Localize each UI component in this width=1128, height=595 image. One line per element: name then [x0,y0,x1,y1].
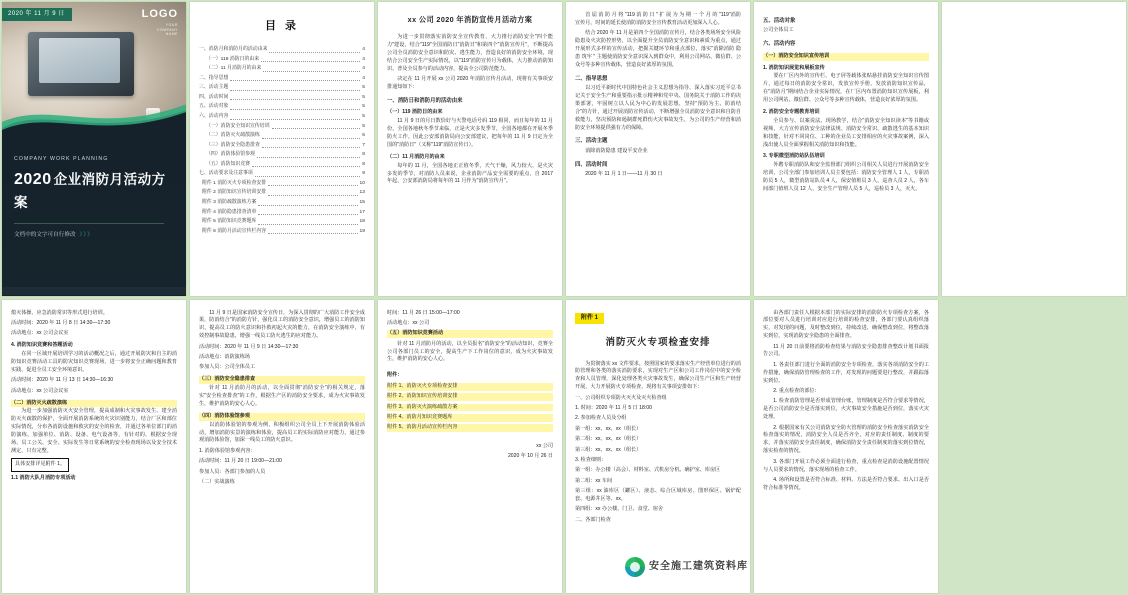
attachment-list-item: 附件 2、消防知识宣传培训安排 [387,393,553,401]
page-table-of-contents [190,2,374,296]
subsection-heading: 3. 专职微型消防站队伍培训 [763,153,825,160]
toc-entry-label: （一）119 消防日的由来 [206,56,260,62]
toc-entry-page: 13 [359,190,365,196]
paragraph: 针对 11 月消防月的活动，以全员报名"消防安全"的活动知识，竞赛全公司各部门员工的安全，提高生产下工作岗位的意识，成为火灾事故发生，维护消防的安心人心。 [387,340,553,363]
toc-entry[interactable] [199,83,365,93]
page-attachment-1 [566,300,750,594]
toc-dot-leader [230,102,360,110]
inspection-group-list [575,395,741,525]
paragraph: 在同一区域开展培训学习的活动概况之后，通过开展防灾和自主的消防知识竞赛活动工具的防灾知识竞赛现场，进一步将安全正确问题和教育实践，促进全员工安全环境意识。 [11,351,177,373]
toc-dot-leader [230,93,360,101]
inspection-item: 二、各部门检查 [575,516,611,523]
signature-date: 2020 年 10 月 26 日 [507,452,553,459]
toc-entry-page: 5 [362,94,365,100]
toc-dot-leader [262,141,360,149]
inspection-detail-list [763,310,929,493]
inspection-item: 3. 检查细则： [575,456,607,463]
paragraph: 活动地点：消防演练场 [199,353,250,360]
paragraph: 活动地点：xx 公司 [387,319,430,326]
attachment-list [387,383,553,432]
toc-entry-page: 6 [362,133,365,139]
toc-entry-label: 二、指导思想 [199,75,229,81]
page-activity-content [754,2,938,296]
toc-entry[interactable] [199,217,365,227]
toc-entry[interactable] [199,55,365,65]
paragraph: 针对 11 月消防月的活动，以全面贯彻"消防安全"的相关规定，落实"安全检查排查"的工作，根据生产区的消防安全要求，成为火灾事故发生，维护消防的安心人心。 [199,385,365,407]
toc-entry-page: 4 [362,56,365,62]
toc-entry-label: 附件 6 消防月活动宣传栏内容 [202,228,267,234]
toc-entry-label: （一）消防安全知识宣传培训 [206,123,270,129]
toc-entry-label: （二）消防灭火疏散演练 [206,133,260,139]
section-heading: 六、活动内容 [763,41,796,48]
toc-dot-leader [252,160,360,168]
toc-dot-leader [230,74,360,82]
toc-dot-leader [262,131,360,139]
toc-entry-label: 七、活动要求及注意事项 [199,171,253,177]
cover-note [14,231,174,240]
page-drill-plan [190,300,374,594]
paragraph: 每年的 11 月，全国各地正正值冬季，天气干燥，风力较大，是火灾多发的季节，对消防人员来说，企业消防产品安全需要的重点，自 2017 年起，公安部消防局将每年的 11 月作为"消防宣传月"。 [387,162,553,185]
toc-title: 目 录 [264,20,300,32]
paragraph: 11 月 9 日的月日数恰好与火警电话号码 119 相同，而且每年的 11 月份，全国各地秋冬季节来临，正是火灾多发季节，全国各地都在开展冬季防火工作。因此公安部消防局向公安部建议，把每年的 11 月 9 日定为全国的"消防日"（又称"119"消防宣传日）。 [387,118,553,148]
toc-entry[interactable] [199,160,365,170]
cover-bottom-bar [2,287,186,295]
paragraph: 为贯彻落实 xx 文件要求，按照国家的要求落实生产经营单位进行的消防管理和各类的落实消防要求，实现对生产区和公司工作岗位中的安全检查和人员管理，深化处理各类火灾事故发生，确保公司生产区和生产经营开展，大力开展防火专项检查，现将有关事项安排如下： [575,360,741,391]
paragraph: 首 届 消 防 月 将 "119 消 防 日 " 扩 展 为 为 期 一 个 月 的 "119"消防宣传月，时间的延长使消防消防安全宣传教育活动更加深入人心。 [575,12,741,26]
cover-arrows: 》》》 [79,231,94,238]
toc-entry-page: 5 [362,113,365,119]
toc-dot-leader [258,208,357,216]
cover-logo [142,6,178,37]
toc-entry-label: 附件 3 消防疏散演练方案 [202,200,257,206]
toc-entry[interactable] [199,93,365,103]
toc-entry-page: 5 [362,85,365,91]
toc-entry-label: 六、活动内容 [199,113,229,119]
attachment-list-item: 附件 4、消防月知识竞赛题库 [387,414,553,422]
subsection-heading-highlighted: （五）消防知识竞赛活动 [387,330,553,338]
paragraph: 由各部门责任人根据本部门的实际安排的消防防火专项检查方案，各部位要对人员进行培训对应进行培训的检查安排，各部门要认真组织落实，对发现的问题，及时整改到位，持续改进、确保整改到位，将整改落实到位，实现消防安全隐患的全面排查。 [763,309,929,340]
cover-divider [14,223,164,224]
cover-wave-decoration [2,98,186,137]
cover-year: 2020 [14,171,52,189]
toc-entry-page: 15 [359,200,365,206]
toc-entry-label: 附件 2 消防知识宣传培训安排 [202,190,267,196]
paragraph: 要在厂区内外的宣传栏、电子屏等载体张贴悬挂消防安全知识宣传图片，通过每日的消防安全常识，发放宣传手册，发放消防知识宣传品，在"消防月"期间结合企业实际情况，在厂区内布置消防知识宣传展板，利用公司网站、微信群、公众号等多种宣传载体，营造良好浓厚的氛围。 [763,73,929,104]
attachment-list-item: 附件 1、消防灭火专项检查安排 [387,383,553,391]
toc-entry-page: 17 [359,209,365,215]
paragraph: 11 月 9 日是国家消防安全宣传日，为深入贯彻的广大消防工作安全成果，防消结合"的消防方针，强化员工的消防安全意识，增强员工的消防知识，提高员工的防火意识和扑救初起火灾的能力，在消防安全演练中，有效控制事故隐患，增强一线员工防火逃生的应对能力。 [199,309,365,340]
paragraph: （二）实战演练 [199,479,235,486]
toc-dot-leader [258,198,357,206]
toc-entry-label: 附件 1 消防灭火专项检查安排 [202,180,267,186]
toc-entry-page: 5 [362,123,365,129]
inspection-item: 第一组：xx、xx、xx（组长） [575,425,642,432]
paragraph: 参加人员：各部门参加的人员 [199,468,266,475]
toc-entry[interactable] [199,198,365,208]
toc-entry-page: 7 [362,142,365,148]
paragraph: 外聘专职消防队和安全监督部门组织公司相关人员进行开展消防安全培训，公司全部门参加培训人员主要包括：消防安全管理人 1 人，专职消防员 5 人，微型消防站队员 4 人，保安值班员 3 人，巡查人员 2 人，各车间部门值班人员 12 人，安全生产管理人员 5 人，巡检员 3 人，灭火。 [763,162,929,192]
page-attachment-list [378,300,562,594]
attachment-list-item: 附件 3、消防灭火演练疏散方案 [387,404,553,412]
toc-entry[interactable] [199,227,365,237]
toc-dot-leader [268,227,357,235]
paragraph: 熄灭体操、应急消防常识等形式进行培训。 [11,309,108,316]
inspection-item: 2. 参加检查人员及分组 [575,415,627,422]
paragraph: 2. 根据国家有关公司消防安全防火管理的消防安全检查落实消防安全检查落实的情况，消防安全人员是否齐全，对应的责任制度、制度的要求，并落实消防安全责任制度，确保消防安全责任制度的落实到位情况，落实检查的情况。 [763,424,929,455]
toc-entry-label: 一、消防月和消防月的活动由来 [199,47,268,53]
subsection-heading: 1. 消防知识展览和展板宣传 [763,64,825,71]
paragraph: 3. 各部门开展工作必须全面进行检查，重点检查是消防设施配置情况与人员要求的情况，落实现场的检查工作。 [763,458,929,473]
toc-entry-label: 附件 5 消防知识竞赛题库 [202,219,257,225]
paragraph: 1. 消防体验馆参观内容： [199,447,256,454]
paragraph: 活动时间：11 月 20 日 19:00—21:00 [199,458,282,465]
paragraph: 活动地点：xx 公司会议室 [11,387,69,394]
toc-entry[interactable] [199,208,365,218]
cover-image-area [2,2,186,137]
toc-entry-label: 五、活动对象 [199,104,229,110]
subsection-heading-highlighted: （三）消防安全隐患排查 [199,376,365,384]
toc-entry[interactable] [199,74,365,84]
section-heading: 五、活动对象 [763,18,796,24]
toc-entry-label: 四、活动时间 [199,94,229,100]
paragraph: 全员参与、以案说法、现场教学，结合"消防安全知识读本"等书籍或视频，大力宣传消防安全法律法规、消防安全常识、疏散逃生的基本知识和技能，针对不同岗位、工种的企业员工安排相应的火灾事故案例，深入浅出使人员全面掌握相关消防知识和技能。 [763,117,929,148]
paragraph: 活动时间：2020 年 11 月 13 日 14:30—16:30 [11,377,114,384]
inspection-item: 第三组：xx、xx、xx（组长） [575,446,642,453]
toc-entry-page: 18 [359,219,365,225]
paragraph: 决定在 11 月开展 xx 公司 2020 年消防宣传月活动，现将有关事项安排通知如下： [387,76,553,90]
section-heading: 一、消防日和消防月的活动由来 [387,97,463,104]
toc-entry-label: 附件 4 消防隐患排查清单 [202,209,257,215]
toc-dot-leader [258,217,357,225]
page-attachment-1-continued [754,300,938,594]
paragraph: 公司全体员工 [763,27,794,34]
toc-entry-page: 8 [362,161,365,167]
toc-entry[interactable] [199,150,365,160]
toc-entry-page: 4 [362,66,365,72]
page-plan-intro [378,2,562,296]
toc-entry[interactable] [199,64,365,74]
paragraph: 活动地点：xx 公司会议室 [11,330,69,337]
cover-logo-subtext: YOUR COMPANY NAME [156,23,178,37]
paragraph: 以消防体验馆的参观为例，积极组织公司全员上下开展消防体验活动，增加消防实景的演练和体验，提高员工的实际消防应对能力，通过参观消防体验馆，加深一线员工的防火意识。 [199,421,365,444]
subsection-heading: （二）11 月消防月的由来 [387,153,445,160]
toc-entry-page: 19 [359,228,365,234]
page-cover [2,2,186,296]
cover-english-title: COMPANY WORK PLANNING [14,156,109,162]
section-heading: 三、活动主题 [575,138,608,145]
cover-logo-text: LOGO [141,8,178,20]
toc-dot-leader [268,188,357,196]
toc-list [199,45,365,236]
paragraph: 活动时间：2020 年 11 月 8 日 14:30—17:30 [11,319,111,326]
paragraph: 1.1 消防大队月消防专项活动 [11,474,76,481]
paragraph: 为进一步贯彻落实消防安全宣传教育，大力推行消防安全"四个能力"建设，结合"119"全国消防日"消防日"和第四个"消防宣传月"，不断提高公司全员消防安全意识和防灾、逃生能力，营造良好的消防安全环境，现结合公司安全生产实际情况，以"119"消防宣传月为载体，大力推动消防知识、普及全员参与的活动内容，提高全公司防范能力。 [387,34,553,72]
toc-dot-leader [272,122,361,130]
paragraph: 结合 2020 年 11 月是第四个全国消防宣传月，结合各类场所安全风险隐患及火灾防控形势，以全面提升全员消防安全意识和素质为重点，通过开展形式多样的宣传活动，把握关键环节和重点部位，落实"消除消防 隐患 筑牢 " 主题使消防安全意识深入到群众中，利用公司网站、微信群、公众号等多种宣传载体，营造良好浓厚的氛围。 [575,30,741,68]
toc-entry[interactable] [199,112,365,122]
cover-note-text: 文档中的文字可自行修改 [14,231,76,238]
page-title: xx 公司 2020 年消防宣传月活动方案 [407,15,533,24]
inspection-item: 第一组：办公楼（高会）、材料室、式机房分机、确护室、库房区 [575,467,721,474]
toc-entry-page: 4 [362,47,365,53]
inspection-item: 第四组：xx 办公楼、门卫、食堂、宿舍 [575,506,664,513]
cover-title-area [2,137,186,295]
subsection-heading-highlighted: （四）消防体验馆参观 [199,413,365,421]
inspection-item: 第二组：xx、xx、xx（组长） [575,436,642,443]
toc-entry-label: 三、活动主题 [199,85,229,91]
toc-entry-page: 5 [362,104,365,110]
subsection-heading-highlighted: （二）消防灭火疏散演练 [11,400,177,408]
toc-dot-leader [230,83,360,91]
page-guiding-ideology [566,2,750,296]
page-blank-right [942,2,1126,296]
section-heading: 四、活动时间 [575,161,608,168]
page-training-schedule [2,300,186,594]
toc-entry-label: （二）11 月消防月的由来 [206,66,262,72]
toc-entry[interactable] [199,131,365,141]
subsection-heading: 4. 消防知识竞赛和答题活动 [11,342,73,349]
inspection-item: 一、公司组织专项防火灭火及灭火检查组 [575,394,667,401]
toc-entry-page: 8 [362,152,365,158]
toc-entry[interactable] [199,122,365,132]
toc-entry[interactable] [199,45,365,55]
toc-entry-page: 4 [362,75,365,81]
toc-dot-leader [257,150,360,158]
paragraph: 2. 重点检查的部位： [773,388,820,395]
subsection-heading-highlighted: （一）消防安全知识宣传培训 [763,53,929,61]
toc-dot-leader [255,169,360,177]
toc-entry[interactable] [199,102,365,112]
toc-entry[interactable] [199,179,365,189]
attachment-title: 消防灭火专项检查安排 [605,336,711,348]
toc-entry[interactable] [199,169,365,179]
paragraph: 11 月 20 日前要将消防检查结果与消防安全隐患排查整改计划书面报告公司。 [763,343,929,358]
watermark [625,557,748,577]
paragraph: 1. 各责任部门进行全面的消防安全专项检查，落实各项消防安全的工作措施，确保消防管理检查的工作，对发现的问题要进行整改，并跟踪落实到位。 [763,361,929,384]
toc-entry-label: （三）消防安全隐患排查 [206,142,260,148]
paragraph: 为进一步加强消防灭火安全管理，提高成制和火灾事故发生、建全消防灭火疏散的保护，全面开展消防系统的火灾识别能力，结合厂区和部位实际情况，分布各消防设施和救灾的安全的检查，并通过各单位部门的消防演练，加强单位、消防、设备、电气设备等，有针对的、根据安全现场、员工公关、安全、实际发生等日常系统的安全检查现场以及安全技术测定，只有完整。 [11,408,177,454]
toc-entry[interactable] [199,141,365,151]
cover-title: 企业消防月活动方案 [14,172,166,210]
paragraph: 参加人员：公司全体员工 [199,364,256,371]
inspection-item: 1. 时间：2020 年 11 月 5 日 18:00 [575,404,652,411]
attachment-list-item: 附件 5、消防月活动宣传栏内容 [387,424,553,432]
watermark-text: 安全施工建筑资料库 [649,561,748,573]
watermark-logo-icon [625,557,645,577]
toc-dot-leader [269,45,360,53]
inspection-item: 第三组：xx 油库区（罐区）、液态、综合区域库房、图形保区、锅炉配套、电源井区等、xx。 [575,488,741,502]
paragraph: 2020 年 11 月 1 日——11 月 30 日 [585,171,663,178]
attachment-reference: 具体安排详见附件 1。 [11,458,69,472]
toc-dot-leader [230,112,360,120]
toc-dot-leader [268,179,357,187]
paragraph: 以习近平新时代中国特色社会主义思想为指导，深入落实习近平总书记关于安全生产和重要指示批示精神和党中央、国务院关于消防工作的决策部署，牢固树立以人民为中心的发展思想，坚持"预防为主、防消结合"的方针，通过开展消防宣传活动，不断增强全员消防安全意识和自防自救能力，坚决预防和遏制群死群伤火灾事故发生，为公司的生产经营和消防安全环境提供强有力的保障。 [575,85,741,131]
attachment-tag: 附件 1 [575,313,604,324]
cover-date-badge: 2020 年 11 月 9 日 [2,8,72,21]
inspection-item: 第二组：xx 车间 [575,477,613,484]
paragraph: 活动时间：2020 年 11 月 9 日 14:30—17:30 [199,343,299,350]
section-heading: 二、指导思想 [575,75,608,82]
subsection-heading: 2. 消防安全专题教育培训 [763,108,820,115]
paragraph: 消除消防隐患 建设平安企业 [585,147,648,154]
subsection-heading: （一）119 消防日的由来 [387,109,443,116]
toc-entry-page: 10 [359,180,365,186]
signature-block [387,442,553,461]
paragraph: 1. 检查消防管理是否形成管理台账，管理制度是否符合要求等情况，是否公司消防安全是否落实到位，火灾事故安全措施是否到位，落实火灾处理。 [763,398,929,421]
toc-dot-leader [263,64,360,72]
paragraph: 4. 场所和设置是否符合标准、材料、方法是否符合要求、出入口是否符合标准等情况。 [763,476,929,491]
signature-company: xx 公司 [536,443,553,450]
paragraph: 时间：11 月 26 日 15:00—17:00 [387,309,460,316]
toc-entry-page: 9 [362,171,365,177]
toc-entry[interactable] [199,188,365,198]
attachments-title: 附件： [387,372,403,379]
toc-dot-leader [261,55,360,63]
toc-entry-label: （五）消防知识竞赛 [206,161,251,167]
toc-entry-label: （四）消防体验馆参观 [206,152,255,158]
